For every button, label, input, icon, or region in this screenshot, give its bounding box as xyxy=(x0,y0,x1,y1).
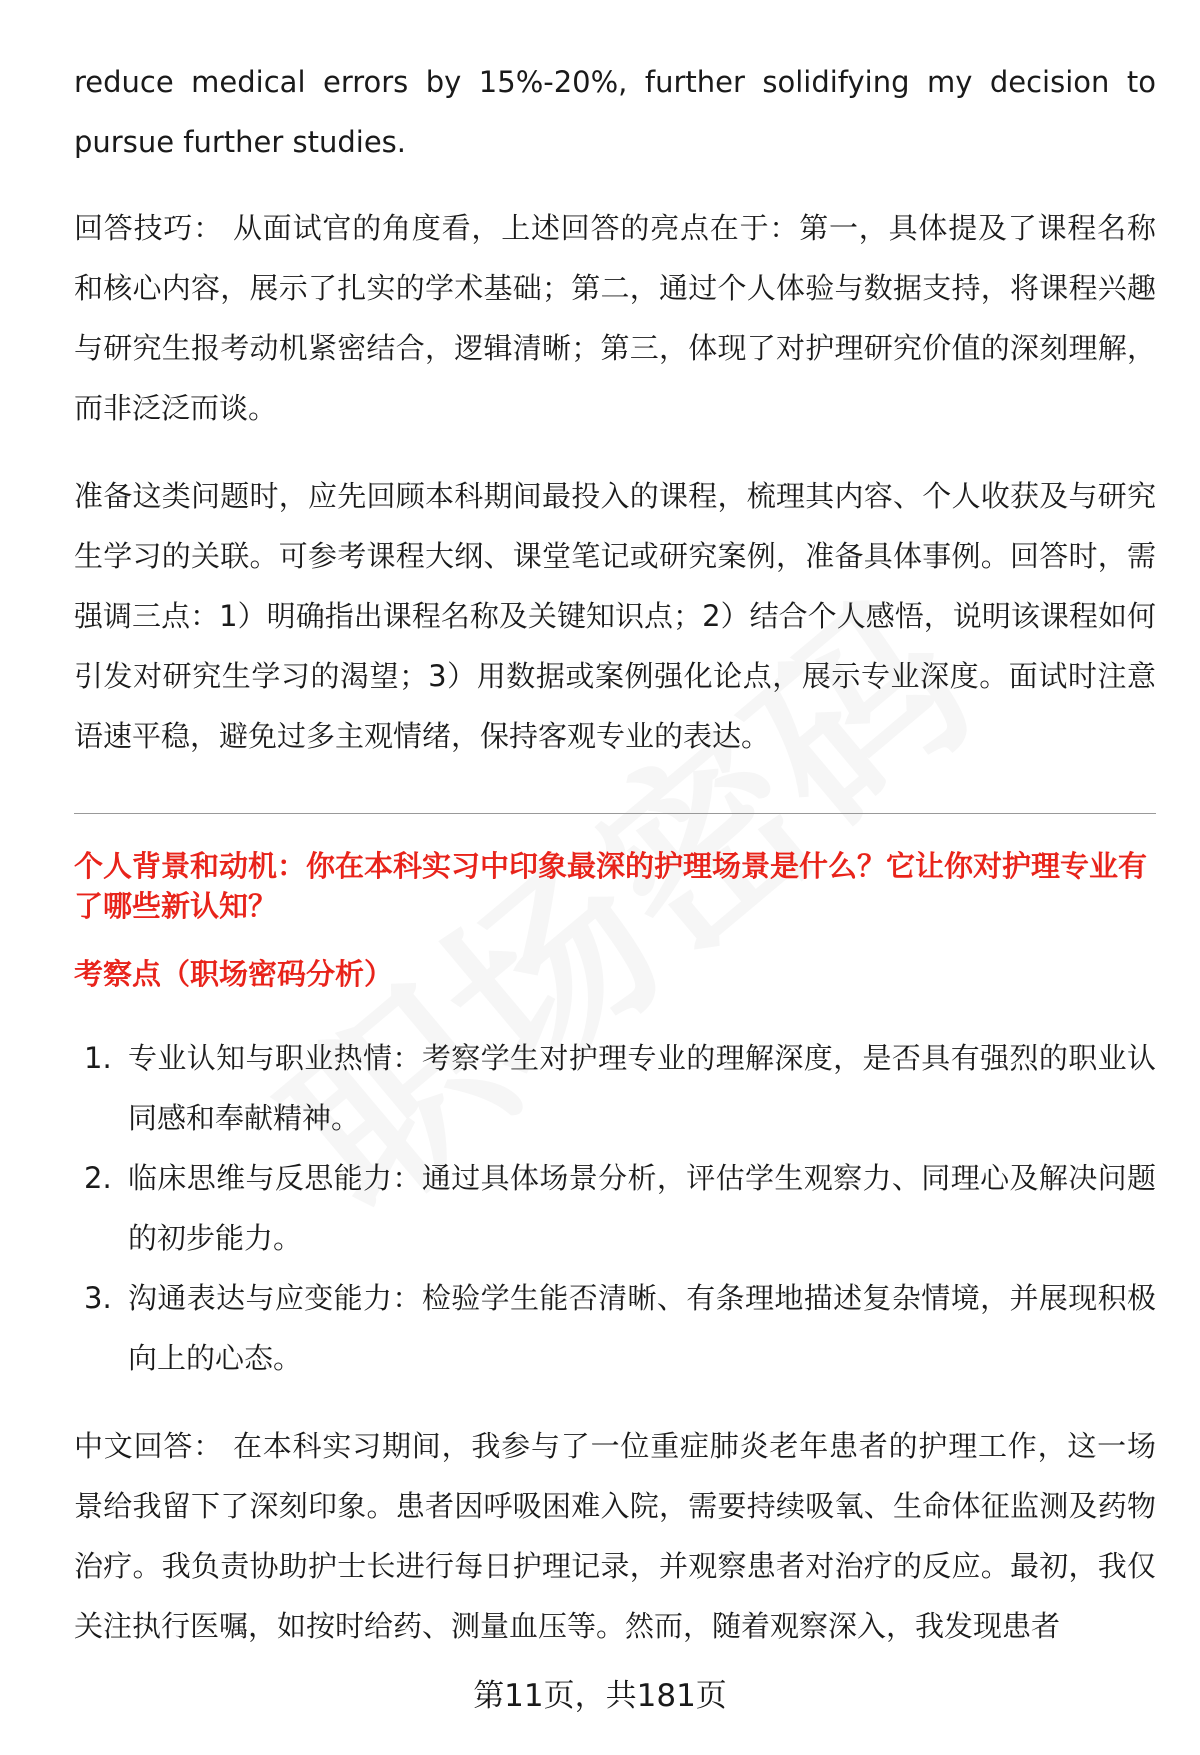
assessment-points-title: 考察点（职场密码分析） xyxy=(74,957,394,991)
list-item xyxy=(74,1028,1156,1148)
page-number-footer: 第11页，共181页 xyxy=(473,1678,727,1714)
list-item-number: 2. xyxy=(84,1161,112,1195)
list-item-number: 3. xyxy=(84,1281,112,1315)
list-item-number: 1. xyxy=(84,1041,112,1075)
list-item xyxy=(74,1268,1156,1388)
section-divider xyxy=(74,813,1156,814)
list-item-text: 专业认知与职业热情：考察学生对护理专业的理解深度，是否具有强烈的职业认同感和奉献精神。 xyxy=(128,1041,1156,1135)
preparation-paragraph: 准备这类问题时，应先回顾本科期间最投入的课程，梳理其内容、个人收获及与研究生学习的关联。可参考课程大纲、课堂笔记或研究案例，准备具体事例。回答时，需强调三点：1）明确指出课程名称及关键知识点；2）结合个人感悟，说明该课程如何引发对研究生学习的渴望；3）用数据或案例强化论点，展示专业深度。面试时注意语速平稳，避免过多主观情绪，保持客观专业的表达。 xyxy=(74,479,1156,753)
question-heading: 个人背景和动机：你在本科实习中印象最深的护理场景是什么？它让你对护理专业有了哪些新认知？ xyxy=(74,849,1148,923)
assessment-points-list xyxy=(74,1028,1156,1388)
chinese-answer-paragraph: 中文回答： 在本科实习期间，我参与了一位重症肺炎老年患者的护理工作，这一场景给我留下了深刻印象。患者因呼吸困难入院，需要持续吸氧、生命体征监测及药物治疗。我负责协助护士长进行每日护理记录，并观察患者对治疗的反应。最初，我仅关注执行医嘱，如按时给药、测量血压等。然而，随着观察深入，我发现患者 xyxy=(74,1429,1156,1643)
list-item-text: 沟通表达与应变能力：检验学生能否清晰、有条理地描述复杂情境，并展现积极向上的心态。 xyxy=(128,1281,1156,1375)
answer-tips-paragraph: 回答技巧： 从面试官的角度看，上述回答的亮点在于：第一，具体提及了课程名称和核心内容，展示了扎实的学术基础；第二，通过个人体验与数据支持，将课程兴趣与研究生报考动机紧密结合，逻辑清晰；第三，体现了对护理研究价值的深刻理解，而非泛泛而谈。 xyxy=(74,211,1156,425)
intro-paragraph: reduce medical errors by 15%-20%, further solidifying my decision to pursue further studies. xyxy=(74,65,1156,159)
list-item-text: 临床思维与反思能力：通过具体场景分析，评估学生观察力、同理心及解决问题的初步能力。 xyxy=(128,1161,1156,1255)
list-item xyxy=(74,1148,1156,1268)
